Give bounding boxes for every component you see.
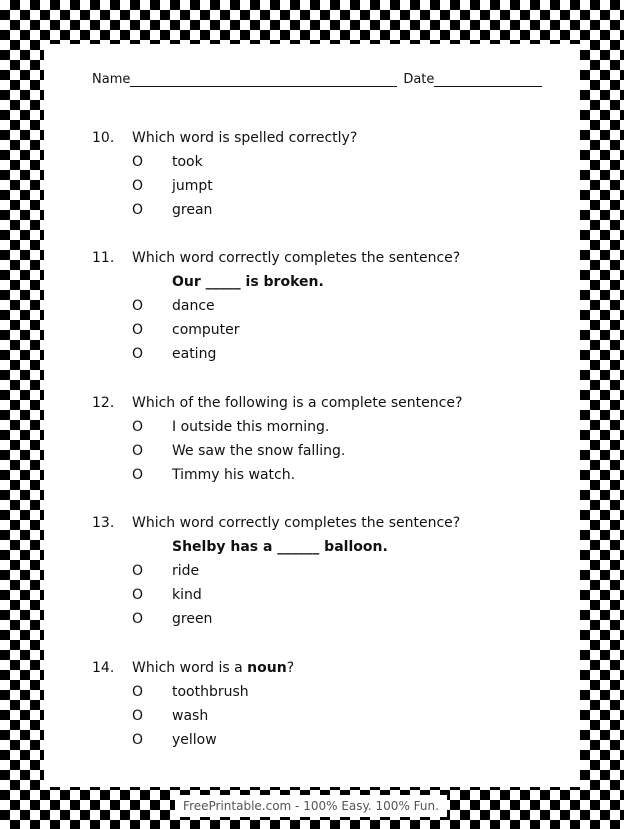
question-text: Which word is spelled correctly? bbox=[132, 130, 358, 146]
option-text: wash bbox=[172, 708, 209, 724]
answer-bubble[interactable]: O bbox=[132, 563, 144, 579]
option[interactable] bbox=[92, 318, 542, 342]
answer-bubble[interactable]: O bbox=[132, 154, 144, 170]
option[interactable] bbox=[92, 198, 542, 222]
question-text bbox=[132, 660, 542, 676]
question-text-after: ? bbox=[286, 660, 295, 676]
answer-bubble[interactable]: O bbox=[132, 611, 144, 627]
option-text: ride bbox=[172, 563, 200, 579]
option-text: green bbox=[172, 611, 213, 627]
answer-bubble[interactable]: O bbox=[132, 322, 144, 338]
question-11 bbox=[92, 246, 542, 366]
question-number: 13. bbox=[92, 515, 115, 531]
option-text: dance bbox=[172, 298, 215, 314]
option-text: Timmy his watch. bbox=[172, 467, 296, 483]
question-text-before: Which word is a bbox=[132, 660, 248, 676]
option[interactable] bbox=[92, 728, 542, 752]
footer-credit: FreePrintable.com - 100% Easy. 100% Fun. bbox=[175, 795, 447, 817]
option-text: grean bbox=[172, 202, 213, 218]
option[interactable] bbox=[92, 607, 542, 631]
option[interactable] bbox=[92, 463, 542, 487]
answer-bubble[interactable]: O bbox=[132, 684, 144, 700]
question-14 bbox=[92, 656, 542, 752]
answer-bubble[interactable]: O bbox=[132, 178, 144, 194]
question-number: 14. bbox=[92, 660, 115, 676]
question-text: Which of the following is a complete sentence? bbox=[132, 395, 463, 411]
question-sentence: Our _____ is broken. bbox=[172, 274, 324, 290]
answer-bubble[interactable]: O bbox=[132, 467, 144, 483]
name-blank[interactable] bbox=[130, 74, 397, 87]
name-label: Name bbox=[92, 72, 131, 87]
question-text: Which word correctly completes the sentence? bbox=[132, 515, 461, 531]
date-label: Date bbox=[403, 72, 435, 87]
option-text: I outside this morning. bbox=[172, 419, 330, 435]
question-10 bbox=[92, 126, 542, 222]
answer-bubble[interactable]: O bbox=[132, 732, 144, 748]
question-text: Which word correctly completes the sentence? bbox=[132, 250, 461, 266]
answer-bubble[interactable]: O bbox=[132, 298, 144, 314]
option-text: jumpt bbox=[172, 178, 213, 194]
question-text-bold: noun bbox=[247, 660, 287, 676]
option[interactable] bbox=[92, 294, 542, 318]
answer-bubble[interactable]: O bbox=[132, 346, 144, 362]
worksheet-page bbox=[44, 44, 580, 787]
question-number: 11. bbox=[92, 250, 115, 266]
option[interactable] bbox=[92, 415, 542, 439]
answer-bubble[interactable]: O bbox=[132, 202, 144, 218]
question-13 bbox=[92, 511, 542, 631]
option[interactable] bbox=[92, 680, 542, 704]
answer-bubble[interactable]: O bbox=[132, 419, 144, 435]
name-date-row bbox=[92, 72, 542, 87]
question-12 bbox=[92, 391, 542, 487]
option[interactable] bbox=[92, 559, 542, 583]
option-text: We saw the snow falling. bbox=[172, 443, 346, 459]
option[interactable] bbox=[92, 342, 542, 366]
option[interactable] bbox=[92, 174, 542, 198]
answer-bubble[interactable]: O bbox=[132, 587, 144, 603]
answer-bubble[interactable]: O bbox=[132, 708, 144, 724]
question-sentence: Shelby has a ______ balloon. bbox=[172, 539, 388, 555]
option-text: took bbox=[172, 154, 203, 170]
option-text: toothbrush bbox=[172, 684, 249, 700]
option-text: kind bbox=[172, 587, 202, 603]
question-number: 12. bbox=[92, 395, 115, 411]
date-blank[interactable] bbox=[434, 74, 542, 87]
question-number: 10. bbox=[92, 130, 115, 146]
option[interactable] bbox=[92, 439, 542, 463]
option[interactable] bbox=[92, 583, 542, 607]
option[interactable] bbox=[92, 150, 542, 174]
option-text: computer bbox=[172, 322, 240, 338]
option[interactable] bbox=[92, 704, 542, 728]
option-text: eating bbox=[172, 346, 217, 362]
option-text: yellow bbox=[172, 732, 217, 748]
answer-bubble[interactable]: O bbox=[132, 443, 144, 459]
